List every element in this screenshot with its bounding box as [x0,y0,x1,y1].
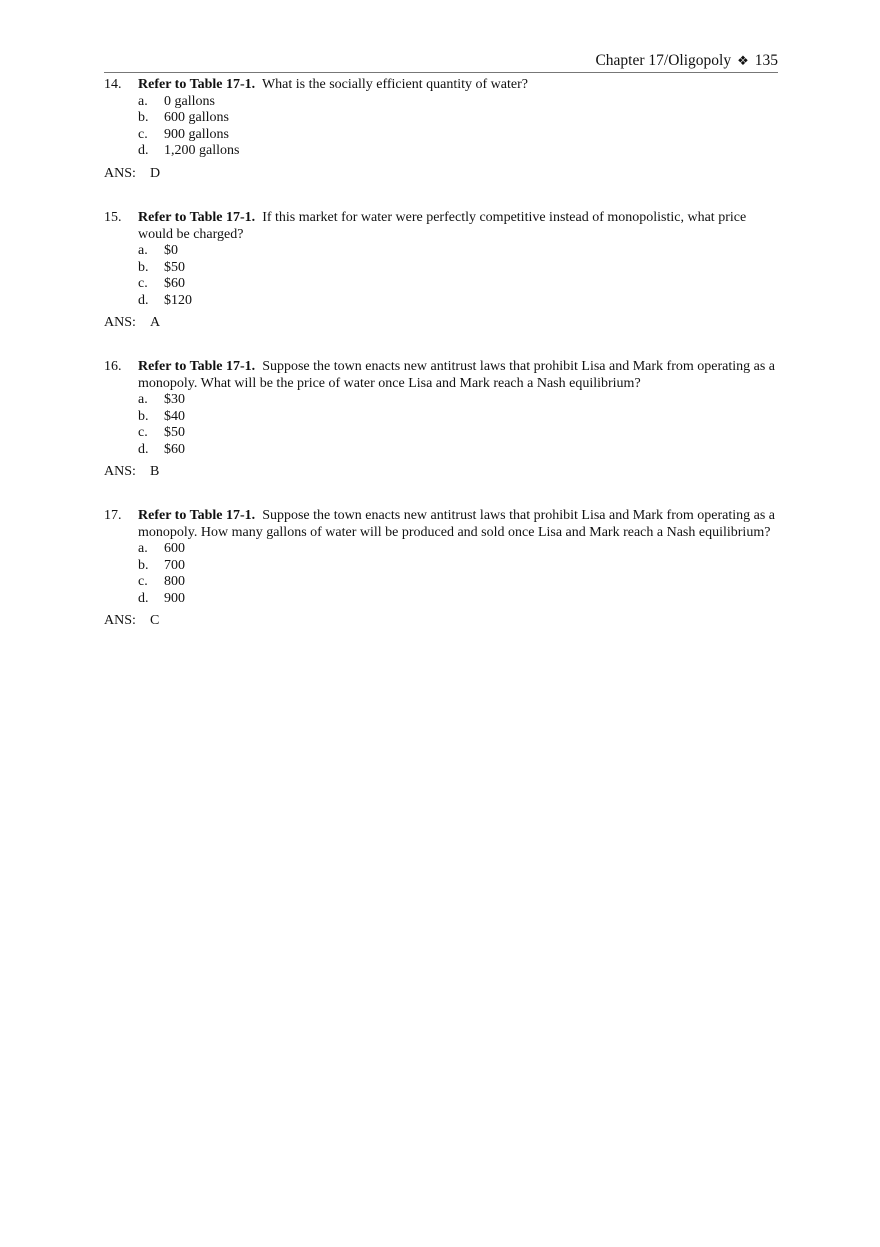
question-body: Suppose the town enacts new antitrust laws that prohibit Lisa and Mark from operating as a monopoly. What will be the price of water once Lisa and Mark reach a Nash equilibrium? [138,359,776,391]
choice-text: 600 gallons [164,110,229,125]
question-text [138,359,778,392]
choice-item [138,574,778,591]
answer-value: C [150,613,160,628]
choice-text: $30 [164,392,185,407]
answer-label: ANS: [104,165,136,181]
choice-item [138,392,778,409]
choice-item [138,94,778,111]
question-body: Suppose the town enacts new antitrust laws that prohibit Lisa and Mark from operating as a monopoly. How many gallons of water will be produced and sold once Lisa and Mark reach a Nash equilibrium? [138,508,776,540]
choice-letter: a. [138,243,148,258]
question-text [138,77,778,94]
choice-letter: a. [138,93,148,109]
choice-item [138,409,778,426]
choice-text: 600 [164,541,185,556]
choice-text: 900 [164,590,185,606]
question-reference: Refer to Table 17-1. [138,210,256,225]
choice-letter: c. [138,574,148,589]
choice-text: 1,200 gallons [164,143,240,158]
question-number: 15. [104,210,122,225]
choice-text: 0 gallons [164,93,215,109]
choice-letter: d. [138,143,149,158]
answer-value: D [150,165,161,181]
answer-value: A [150,315,161,330]
choice-text: $60 [164,441,185,457]
page-number: 135 [754,52,778,69]
answer-value: B [150,464,160,479]
choice-text: 800 [164,574,185,589]
choice-item [138,442,778,459]
choice-item [138,127,778,144]
choice-text: $40 [164,408,185,424]
question-reference: Refer to Table 17-1. [138,359,256,374]
choice-letter: b. [138,557,149,573]
answer-label: ANS: [104,315,136,330]
choice-item [138,425,778,442]
choice-letter: a. [138,392,148,407]
choice-letter: c. [138,276,148,291]
choice-letter: b. [138,110,149,125]
choice-item [138,243,778,260]
answer-line [104,613,778,630]
choice-item [138,276,778,293]
choice-item [138,260,778,277]
choice-item [138,541,778,558]
answer-line [104,315,778,332]
question-reference: Refer to Table 17-1. [138,508,256,523]
answer-line [104,464,778,481]
choice-letter: d. [138,292,149,308]
page-header [104,52,778,73]
diamond-separator-icon: ❖ [737,54,749,69]
answer-line [104,166,778,183]
choice-item [138,558,778,575]
choice-letter: b. [138,408,149,424]
question-body: What is the socially efficient quantity of water? [261,77,528,92]
question-number: 14. [104,77,122,92]
choice-letter: b. [138,259,149,275]
choice-text: $50 [164,259,185,275]
choice-text: 900 gallons [164,126,229,142]
question-reference: Refer to Table 17-1. [138,77,256,92]
choice-text: $60 [164,276,185,291]
question-number: 17. [104,508,122,523]
answer-label: ANS: [104,464,136,479]
choice-item [138,591,778,608]
choice-letter: d. [138,590,149,606]
choice-item [138,293,778,310]
choice-letter: c. [138,425,148,440]
choice-list [104,243,778,309]
choice-text: $0 [164,243,178,258]
choice-text: 700 [164,557,185,573]
question-number: 16. [104,359,122,374]
choice-letter: c. [138,126,148,142]
question-body: If this market for water were perfectly competitive instead of monopolistic, what price would be charged? [138,210,747,242]
choice-item [138,143,778,160]
choice-list [104,541,778,607]
question-15 [104,210,778,332]
question-14 [104,77,778,182]
choice-list [104,392,778,458]
question-text [138,210,778,243]
choice-letter: d. [138,441,149,457]
question-17 [104,508,778,630]
chapter-title: Chapter 17/Oligopoly [595,52,732,69]
choice-item [138,110,778,127]
question-16 [104,359,778,481]
choice-text: $120 [164,292,192,308]
choice-letter: a. [138,541,148,556]
question-text [138,508,778,541]
answer-label: ANS: [104,613,136,628]
choice-list [104,94,778,160]
choice-text: $50 [164,425,185,440]
